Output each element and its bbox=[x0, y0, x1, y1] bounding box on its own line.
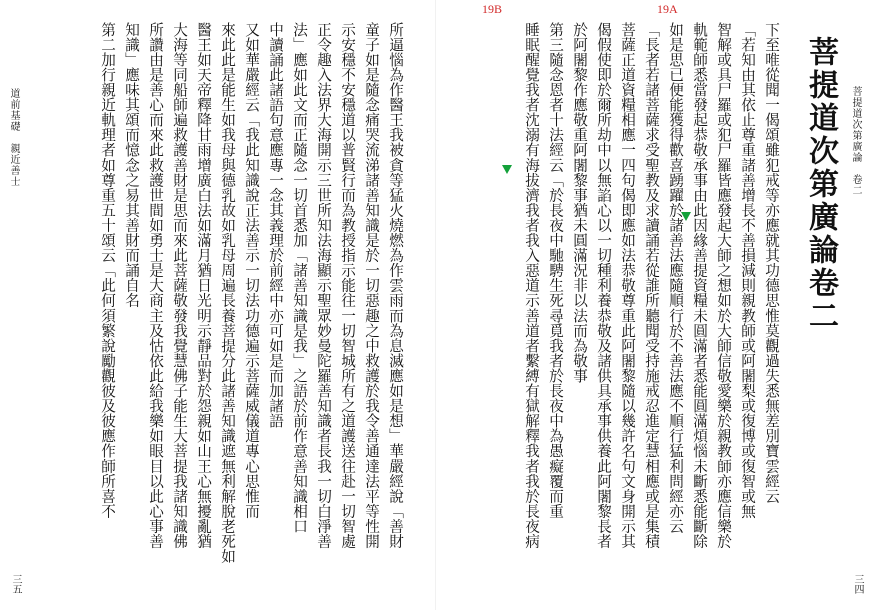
marker-19a-triangle-icon bbox=[681, 212, 691, 221]
right-page bbox=[436, 0, 871, 610]
text-column: 來此此是能生如我母與德乳故如乳母周遍長養菩提分此諸善知識遮無利解脫老死如 bbox=[219, 22, 236, 564]
text-column: 「若知由其依止尊重諸善增長不善損減則親教師或阿闍梨或復博或復智或無 bbox=[739, 22, 756, 519]
text-column: 知識」應味其頌而憶念之易其善財而誦自名 bbox=[123, 22, 140, 308]
right-page-number: 三四 bbox=[852, 574, 863, 594]
text-column: 「長者若諸菩薩求受聖教及求讀誦若從誰所聽聞受持施戒忍進定慧相應或是集積 bbox=[643, 22, 660, 549]
text-column: 下至唯從聞一偈頌雖犯戒等亦應就其功德思惟莫觀過失悉無差別寶雲經云 bbox=[763, 22, 780, 504]
right-running-head: 菩提道次第廣論 卷二 bbox=[850, 86, 861, 196]
text-column: 軌範師悉當發起恭敬承事由此因緣善提資糧未圓滿者悉能圓滿煩惱未斷悉能斷除 bbox=[691, 22, 708, 549]
text-column: 童子如是隨念痛哭流涕諸善知識是於一切惡趣之中救護於我令善通達法平等性開 bbox=[363, 22, 380, 549]
text-column: 菩薩正道資糧相應一四句偈即應如法恭敬尊重此阿闍黎隨以幾許名句文身開示其 bbox=[619, 22, 636, 549]
left-running-head: 道前基礎 親近善士 bbox=[8, 88, 19, 187]
marker-19b-label: 19B bbox=[482, 2, 503, 16]
text-column: 正令趣入法界大海開示三世所知法海顯示聖眾妙曼陀羅善知識者長我一切白淨善 bbox=[315, 22, 332, 549]
left-page-number: 三五 bbox=[10, 574, 21, 594]
text-column: 法」應如此文而正隨念一切首悉加「諸善知識是我」之語於前作意善知識相口 bbox=[291, 22, 308, 534]
text-column: 偈假使即於爾所劫中以無諂心以一切種利養恭敬及諸供具承事供養此阿闍黎長者 bbox=[595, 22, 612, 549]
text-column: 大海等同船師遍救護善財是思而來此菩薩敬發我覺慧佛子能生大菩提我諸知識佛 bbox=[171, 22, 188, 549]
text-column: 所逼惱為作醫王我被貪等猛火燒燃為作雲雨而為息滅應如是想」華嚴經說「善財 bbox=[387, 22, 404, 549]
text-column: 又如華嚴經云「我此知識說正法善示一切法功德遍示菩薩威儀道專心思惟而 bbox=[243, 22, 260, 519]
text-column: 中讀誦此諸語句意應專一念其義理於前經中亦可如是而加諸語 bbox=[267, 22, 284, 429]
marker-19a-label: 19A bbox=[657, 2, 678, 16]
text-column: 所讚由是善心而來此救護世間如勇士是大商主及怙依此給我樂如眼目以此心事善 bbox=[147, 22, 164, 549]
text-column: 第二加行親近軌理者如尊重五十頌云「此何須繁說勵觀彼及彼應作師所喜不 bbox=[99, 22, 116, 519]
text-column: 如是思已便能獲得歡喜踴躍於諸善法應隨順行於不善法應不順行猛利問經亦云 bbox=[667, 22, 684, 534]
text-column: 於阿闍黎作應敬重阿闍黎事猶未圓滿況非以法而為敬事 bbox=[571, 22, 588, 384]
text-column: 第三隨念恩者十法經云「於長夜中馳騁生死尋覓我者於長夜中為愚癡覆而重 bbox=[547, 22, 564, 519]
text-column: 智解或具尸羅或犯尸羅皆應發起大師之想如於大師信敬愛樂於親教師亦應信樂於 bbox=[715, 22, 732, 549]
text-column: 醫王如天帝釋降甘雨增廣白法如滿月猶日光明示靜品對於怨親如山王心無擾亂猶 bbox=[195, 22, 212, 549]
text-column: 睡眠醒覺我者沈溺有海拔濟我者我入惡道示善道者繫縛有獄解釋我者我於長夜病 bbox=[523, 22, 540, 549]
marker-19b-triangle-icon bbox=[502, 165, 512, 174]
text-column: 示安穩不安穩道以普賢行而為教授指示能往一切智城所有之道護送往赴一切智處 bbox=[339, 22, 356, 549]
chapter-title: 菩提道次第廣論卷二 bbox=[803, 36, 838, 333]
